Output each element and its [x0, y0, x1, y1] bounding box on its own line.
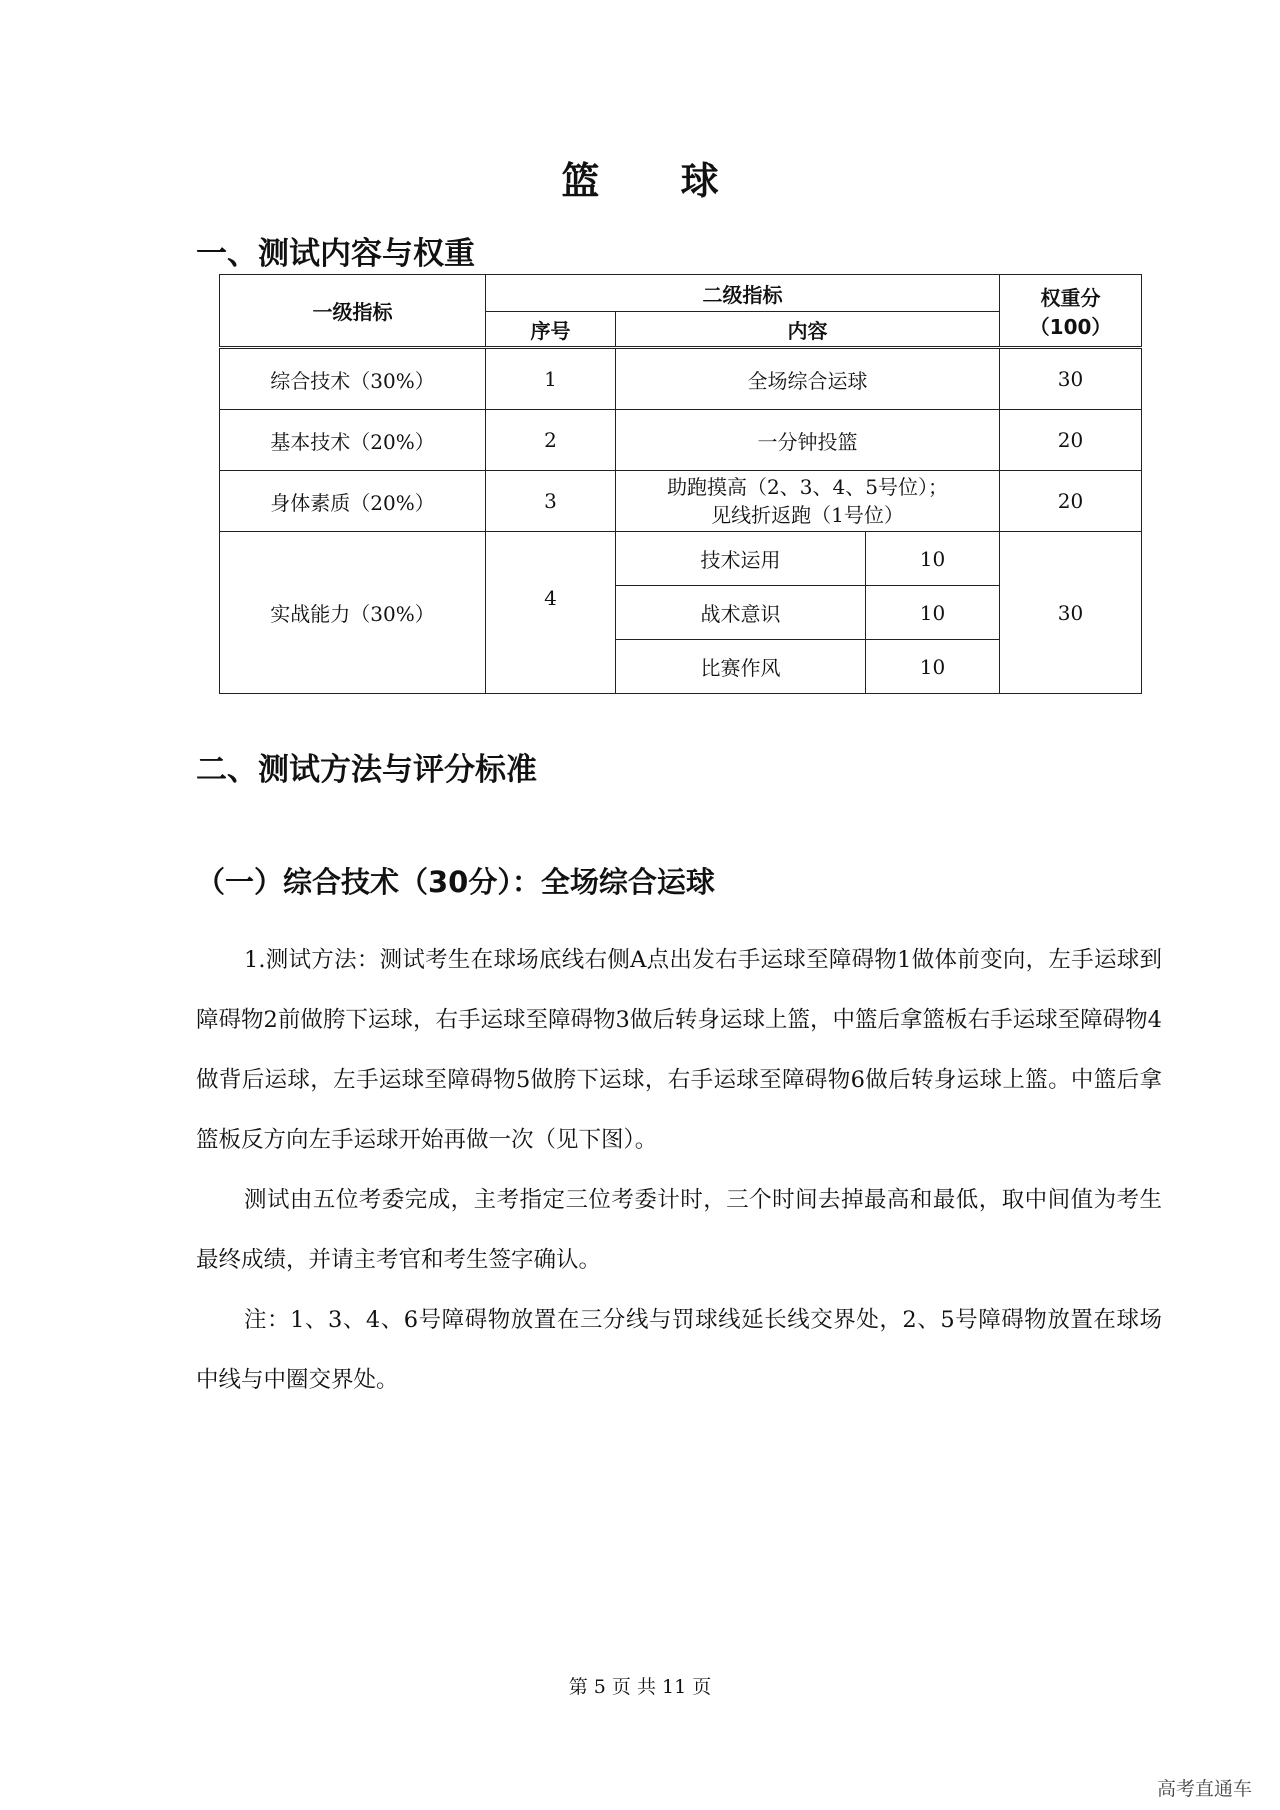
page-footer: 第 5 页 共 11 页 — [568, 1676, 712, 1698]
cell-weight: 20 — [1000, 471, 1142, 532]
cell-content: 全场综合运球 — [616, 348, 1000, 410]
section-heading-methods: 二、测试方法与评分标准 — [196, 752, 537, 788]
table-row — [220, 410, 1142, 471]
header-seq: 序号 — [486, 312, 616, 348]
table-row — [220, 532, 1142, 586]
cell-level1: 实战能力（30%） — [220, 532, 486, 694]
cell-level1: 综合技术（30%） — [220, 348, 486, 410]
cell-seq: 4 — [486, 532, 616, 694]
table-row — [220, 348, 1142, 410]
table-header-row — [220, 275, 1142, 312]
cell-weight: 20 — [1000, 410, 1142, 471]
header-weight-line2: （100） — [1029, 314, 1112, 339]
paragraph-scoring: 测试由五位考委完成，主考指定三位考委计时，三个时间去掉最高和最低，取中间值为考生最终成绩，并请主考官和考生签字确认。 — [196, 1187, 1162, 1273]
paragraph-test-method: 1.测试方法：测试考生在球场底线右侧A点出发右手运球至障碍物1做体前变向，左手运球到障碍物2前做胯下运球，右手运球至障碍物3做后转身运球上篮，中篮后拿篮板右手运球至障碍物4做背后运球，左手运球至障碍物5做胯下运球，右手运球至障碍物6做后转身运球上篮。中篮后拿篮板反方向左手运球开始再做一次（见下图）。 — [196, 947, 1162, 1153]
cell-sub-content: 比赛作风 — [616, 640, 866, 694]
cell-weight: 30 — [1000, 532, 1142, 694]
cell-content: 一分钟投篮 — [616, 410, 1000, 471]
cell-sub-content: 技术运用 — [616, 532, 866, 586]
subsection-heading-dribble: （一）综合技术（30分）：全场综合运球 — [196, 865, 715, 899]
header-weight-line1: 权重分 — [1040, 285, 1101, 310]
header-level2: 二级指标 — [486, 275, 1000, 312]
cell-sub-score: 10 — [866, 586, 1000, 640]
cell-level1: 基本技术（20%） — [220, 410, 486, 471]
paragraph-note: 注：1、3、4、6号障碍物放置在三分线与罚球线延长线交界处，2、5号障碍物放置在球场中线与中圈交界处。 — [196, 1307, 1162, 1393]
weight-table — [219, 274, 1142, 694]
cell-content-line1: 助跑摸高（2、3、4、5号位）； — [667, 475, 948, 499]
header-content: 内容 — [616, 312, 1000, 348]
watermark: 高考直通车 — [1156, 1778, 1252, 1800]
cell-sub-score: 10 — [866, 640, 1000, 694]
header-level1: 一级指标 — [220, 275, 486, 348]
cell-content-line2: 见线折返跑（1号位） — [711, 503, 904, 527]
cell-weight: 30 — [1000, 348, 1142, 410]
cell-seq: 3 — [486, 471, 616, 532]
section-heading-content-weight: 一、测试内容与权重 — [196, 236, 475, 272]
cell-sub-content: 战术意识 — [616, 586, 866, 640]
header-weight — [1000, 275, 1142, 348]
cell-sub-score: 10 — [866, 532, 1000, 586]
cell-seq: 2 — [486, 410, 616, 471]
cell-seq: 1 — [486, 348, 616, 410]
body-text — [196, 930, 1162, 1410]
table-row — [220, 471, 1142, 532]
page-title: 篮 球 — [561, 159, 753, 203]
cell-level1: 身体素质（20%） — [220, 471, 486, 532]
cell-content — [616, 471, 1000, 532]
